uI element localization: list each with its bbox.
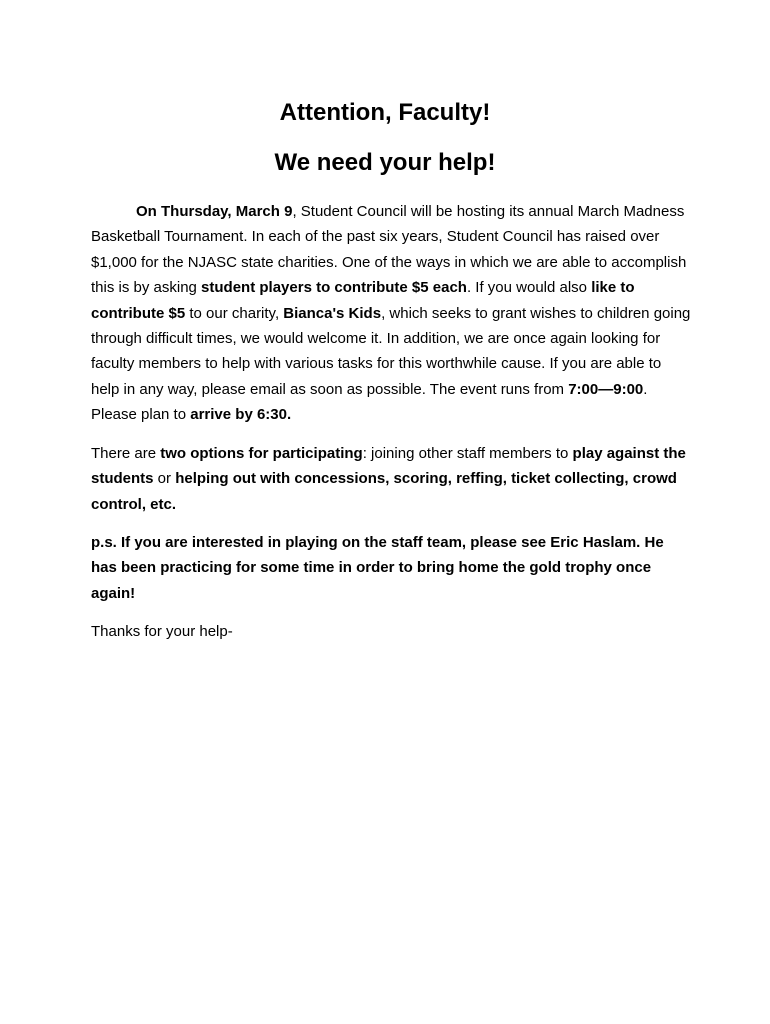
closing-line: Thanks for your help- <box>91 623 233 640</box>
arrival-time-text: arrive by 6:30. <box>190 406 292 424</box>
announcement-paragraph <box>91 199 691 428</box>
page-subtitle: We need your help! <box>274 149 496 176</box>
paragraph-text: . Please plan to <box>91 380 648 424</box>
help-option-text: helping out with concessions, scoring, reffing, ticket collecting, crowd control, etc. <box>91 470 677 513</box>
paragraph-text: There are <box>91 445 161 462</box>
paragraph-text: : joining other staff members to <box>362 445 573 462</box>
student-contribution-text: student players to contribute $5 each <box>201 279 467 297</box>
paragraph-text: , which seeks to grant wishes to children going through difficult times, we would welcome it. In addition, we are once again looking for faculty members to help with various tasks for this worthwhile cause. If you are able to help in any way, please email as soon as possible. The event runs from <box>91 304 691 398</box>
event-date-text: On Thursday, March 9 <box>136 203 293 220</box>
options-text: two options for participating <box>160 445 363 462</box>
postscript-text: p.s. If you are interested in playing on the staff team, please see Eric Haslam. He has been practicing for some time in order to bring home the gold trophy once again! <box>91 534 664 602</box>
faculty-contribution-text: like to contribute $5 <box>91 279 635 322</box>
charity-name-text: Bianca's Kids <box>283 304 382 322</box>
postscript-paragraph <box>91 530 691 606</box>
paragraph-text: . If you would also <box>466 279 592 297</box>
paragraph-text: , Student Council will be hosting its annual March Madness Basketball Tournament. In each of the past six years, Student Council has raised over $1,000 for the NJASC state charities. One of the ways in which we are able to accomplish this is by asking <box>91 203 687 297</box>
page-title: Attention, Faculty! <box>279 99 491 126</box>
participation-paragraph <box>91 441 691 517</box>
play-option-text: play against the students <box>91 445 686 488</box>
paragraph-text: to our charity, <box>185 304 284 322</box>
event-time-text: 7:00—9:00 <box>568 380 644 398</box>
paragraph-text: or <box>153 470 176 488</box>
